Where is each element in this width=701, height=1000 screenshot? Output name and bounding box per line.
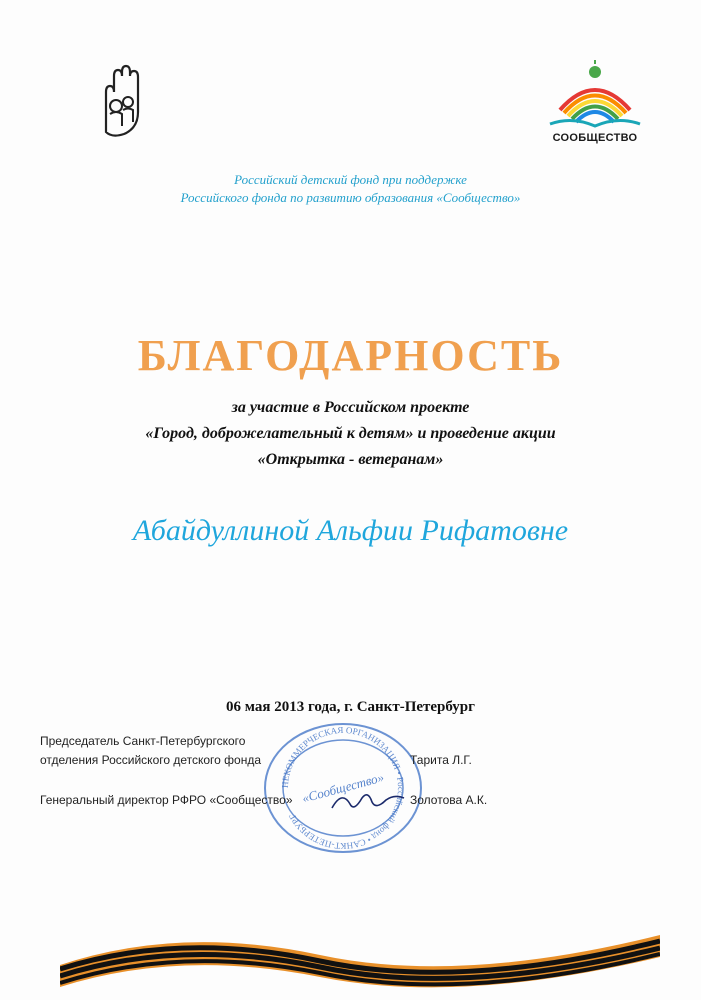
- reason-line-1: за участие в Российском проекте: [231, 399, 470, 416]
- signer2-name: Золотова А.К.: [410, 793, 488, 807]
- reason-line-3: «Открытка - ветеранам»: [257, 451, 444, 468]
- date-place: 06 мая 2013 года, г. Санкт-Петербург: [226, 699, 475, 715]
- recipient-name: Абайдуллиной Альфии Рифатовне: [132, 514, 569, 547]
- soobshchestvo-logo-label: СООБЩЕСТВО: [552, 132, 638, 144]
- header-line-1: Российский детский фонд при поддержке: [234, 172, 467, 187]
- certificate-title: БЛАГОДАРНОСТЬ: [137, 331, 564, 380]
- rainbow-book-logo-icon: [540, 60, 650, 130]
- st-george-ribbon-icon: [60, 905, 660, 995]
- signature-icon: [328, 786, 408, 816]
- signer1-title-line2: отделения Российского детского фонда: [40, 753, 262, 767]
- soobshchestvo-logo: [540, 60, 650, 155]
- stamp-center-text: «Сообщество»: [300, 769, 386, 806]
- signer1-name: Тарита Л.Г.: [410, 753, 472, 767]
- stamp-ring-text: НЕКОММЕРЧЕСКАЯ ОРГАНИЗАЦИЯ • Российский фонд • САНКТ-ПЕТЕРБУРГ: [279, 724, 407, 852]
- signer1-title-line1: Председатель Санкт-Петербургского: [40, 734, 246, 748]
- signer2-title: Генеральный директор РФРО «Сообщество»: [40, 793, 293, 807]
- hand-children-logo-icon: [92, 62, 152, 142]
- header-line-2: Российского фонда по развитию образования «Сообщество»: [180, 190, 521, 205]
- reason-line-2: «Город, доброжелательный к детям» и проведение акции: [145, 425, 556, 442]
